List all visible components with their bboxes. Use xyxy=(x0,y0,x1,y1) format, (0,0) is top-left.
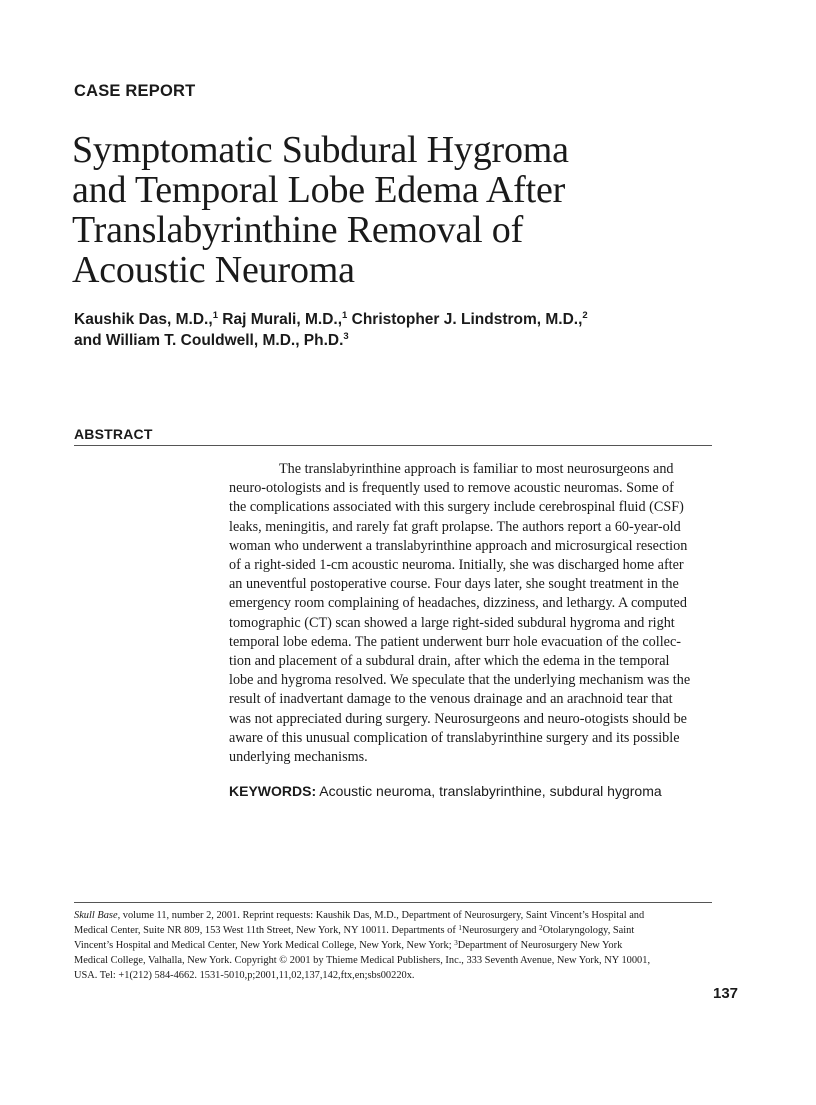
section-label: CASE REPORT xyxy=(74,82,196,100)
abstract-line: The translabyrinthine approach is familiar to most neurosurgeons and xyxy=(279,461,674,477)
abstract-line: woman who underwent a translabyrinthine approach and microsurgical resection xyxy=(229,537,688,554)
keywords-label: KEYWORDS: xyxy=(229,783,317,799)
footnote-divider xyxy=(74,902,712,903)
abstract-line: lobe and hygroma resolved. We speculate that the underlying mechanism was the xyxy=(229,672,691,689)
journal-name: Skull Base, xyxy=(74,910,121,921)
author-line xyxy=(74,330,754,351)
author-affiliation: 1 xyxy=(212,310,218,321)
footnote-text: Vincent’s Hospital and Medical Center, New York Medical College, New York, New York; xyxy=(74,940,452,951)
footnote xyxy=(74,908,724,983)
abstract-line: aware of this unusual complication of translabyrinthine surgery and its possible xyxy=(229,729,680,746)
footnote-text: Otolaryngology, Saint xyxy=(542,925,635,936)
author-list xyxy=(74,309,754,351)
abstract-body xyxy=(229,460,714,767)
author-name: Raj Murali, M.D., xyxy=(222,311,343,328)
page-number: 137 xyxy=(713,985,739,1002)
footnote-text: Neurosurgery and xyxy=(461,925,537,936)
abstract-line: underlying mechanisms. xyxy=(229,749,368,766)
title-line: Symptomatic Subdural Hygroma xyxy=(72,129,569,171)
author-conjunction: and xyxy=(74,332,102,349)
abstract-line: temporal lobe edema. The patient underwent burr hole evacuation of the collec- xyxy=(229,633,681,650)
abstract-line: tomographic (CT) scan showed a large right-sided subdural hygroma and right xyxy=(229,614,675,631)
author-affiliation: 3 xyxy=(343,331,349,342)
footnote-line xyxy=(74,923,724,938)
footnote-text: Department of Neurosurgery New York xyxy=(457,940,623,951)
footnote-text: Medical Center, Suite NR 809, 153 West 11th Street, New York, NY 10011. Departments of xyxy=(74,925,456,936)
abstract-line: emergency room complaining of headaches, dizziness, and lethargy. A computed xyxy=(229,595,687,612)
footnote-text: volume 11, number 2, 2001. Reprint requests: Kaushik Das, M.D., Department of Neurosurgery, Saint Vincent’s Hospital and xyxy=(122,910,645,921)
author-name: William T. Couldwell, M.D., Ph.D. xyxy=(105,332,344,349)
footnote-line: USA. Tel: +1(212) 584-4662. 1531-5010,p;2001,11,02,137,142,ftx,en;sbs00220x. xyxy=(74,970,415,981)
abstract-line: neuro-otologists and is frequently used to remove acoustic neuromas. Some of xyxy=(229,480,674,497)
author-name: Christopher J. Lindstrom, M.D., xyxy=(351,311,583,328)
keywords-text: Acoustic neuroma, translabyrinthine, subdural hygroma xyxy=(319,783,662,799)
abstract-divider xyxy=(74,445,712,446)
footnote-line xyxy=(74,908,724,923)
footnote-superscript: 1 xyxy=(458,924,462,932)
footnote-superscript: 2 xyxy=(539,924,543,932)
footnote-superscript: 3 xyxy=(454,939,458,947)
author-line xyxy=(74,309,754,330)
footnote-line: Medical College, Valhalla, New York. Copyright © 2001 by Thieme Medical Publishers, Inc., 333 Seventh Avenue, New York, NY 10001, xyxy=(74,955,651,966)
author-affiliation: 2 xyxy=(582,310,588,321)
abstract-heading: ABSTRACT xyxy=(74,426,153,442)
title-line: Acoustic Neuroma xyxy=(72,249,355,291)
abstract-line: an uneventful postoperative course. Four days later, she sought treatment in the xyxy=(229,576,679,593)
keywords xyxy=(229,783,729,799)
footnote-line xyxy=(74,938,724,953)
abstract-line: leaks, meningitis, and rarely fat graft prolapse. The authors report a 60-year-old xyxy=(229,518,681,535)
title-line: Translabyrinthine Removal of xyxy=(72,209,524,251)
author-name: Kaushik Das, M.D., xyxy=(74,311,213,328)
article-title xyxy=(72,130,692,290)
abstract-line: of a right-sided 1-cm acoustic neuroma. Initially, she was discharged home after xyxy=(229,557,684,574)
abstract-line: result of inadvertant damage to the venous drainage and an arachnoid tear that xyxy=(229,691,673,708)
title-line: and Temporal Lobe Edema After xyxy=(72,169,566,211)
author-affiliation: 1 xyxy=(342,310,348,321)
abstract-line: was not appreciated during surgery. Neurosurgeons and neuro-otogists should be xyxy=(229,710,687,727)
abstract-line: tion and placement of a subdural drain, after which the edema in the temporal xyxy=(229,653,670,670)
abstract-line: the complications associated with this surgery include cerebrospinal fluid (CSF) xyxy=(229,499,684,516)
